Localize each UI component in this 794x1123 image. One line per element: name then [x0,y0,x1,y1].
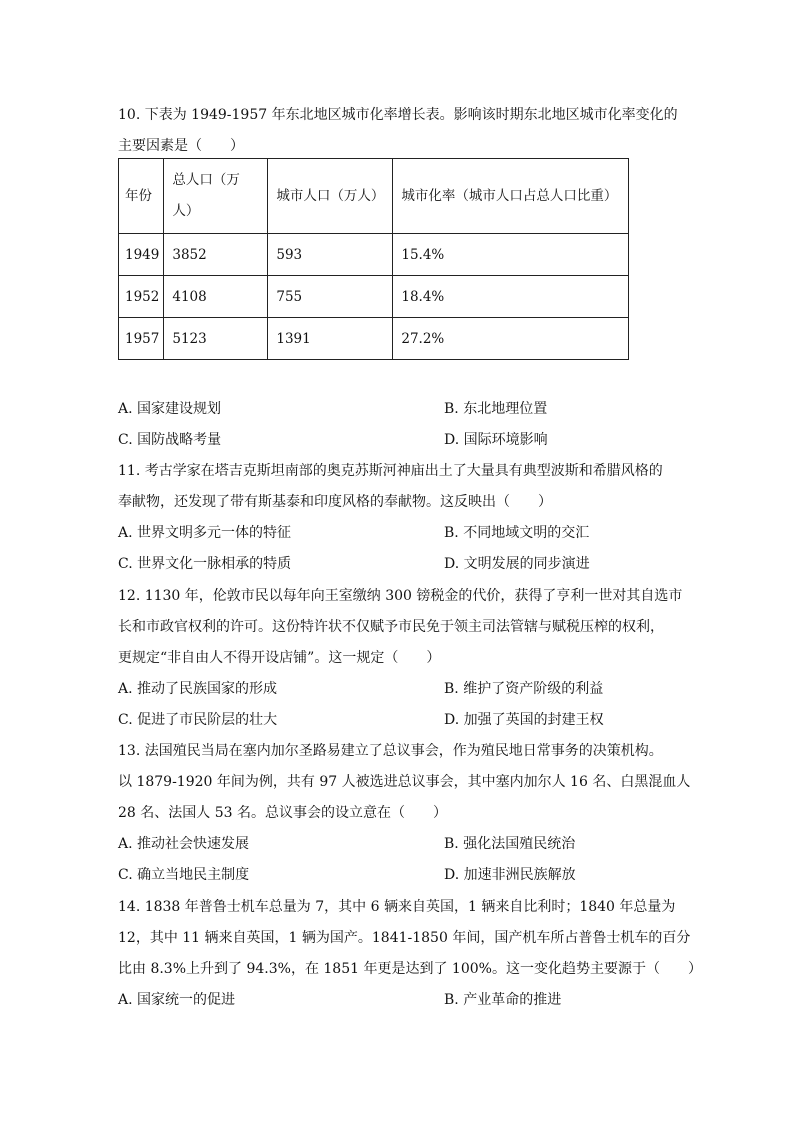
q12-stem-line1: 12. 1130 年，伦敦市民以每年向王室缴纳 300 镑税金的代价，获得了亨利一世对其自选市 [118,588,683,604]
cell-total-population: 3852 [164,234,268,276]
q10-option-b[interactable]: B. 东北地理位置 [444,401,548,417]
header-total-population: 总人口（万人） [164,159,268,234]
q12-stem-line2: 长和市政官权利的许可。这份特许状不仅赋予市民免于领主司法管辖与赋税压榨的权利， [118,619,664,635]
cell-urban-population: 1391 [268,318,393,360]
q14-stem-line1: 14. 1838 年普鲁士机车总量为 7，其中 6 辆来自英国，1 辆来自比利时；1840 年总量为 [118,899,676,915]
q10-option-c[interactable]: C. 国防战略考量 [118,432,222,448]
q12-option-a[interactable]: A. 推动了民族国家的形成 [118,681,278,697]
q10-stem-line1: 10. 下表为 1949-1957 年东北地区城市化率增长表。影响该时期东北地区城市化率变化的 [118,107,678,123]
q12-option-d[interactable]: D. 加强了英国的封建王权 [444,712,604,728]
q13-option-c[interactable]: C. 确立当地民主制度 [118,867,250,883]
q10-stem-line2: 主要因素是（ ） [118,138,244,154]
q12-option-c[interactable]: C. 促进了市民阶层的壮大 [118,712,278,728]
q11-option-a[interactable]: A. 世界文明多元一体的特征 [118,525,292,541]
q11-option-b[interactable]: B. 不同地域文明的交汇 [444,525,590,541]
cell-urban-population: 593 [268,234,393,276]
table-row [119,276,629,318]
cell-total-population: 4108 [164,276,268,318]
q13-option-a[interactable]: A. 推动社会快速发展 [118,836,250,852]
q11-option-d[interactable]: D. 文明发展的同步演进 [444,556,590,572]
urbanization-table [118,158,629,360]
cell-year: 1949 [119,234,164,276]
cell-urbanization-rate: 18.4% [393,276,629,318]
q11-stem-line1: 11. 考古学家在塔吉克斯坦南部的奥克苏斯河神庙出土了大量具有典型波斯和希腊风格的 [118,463,663,479]
header-year: 年份 [119,159,164,234]
cell-total-population: 5123 [164,318,268,360]
q13-option-d[interactable]: D. 加速非洲民族解放 [444,867,576,883]
cell-urbanization-rate: 15.4% [393,234,629,276]
q13-stem-line1: 13. 法国殖民当局在塞内加尔圣路易建立了总议事会，作为殖民地日常事务的决策机构。 [118,743,663,759]
header-urban-population: 城市人口（万人） [268,159,393,234]
q13-stem-line2: 以 1879-1920 年间为例，共有 97 人被选进总议事会，其中塞内加尔人 16 名、白黑混血人 [118,774,691,790]
q14-option-a[interactable]: A. 国家统一的促进 [118,992,236,1008]
q12-option-b[interactable]: B. 维护了资产阶级的利益 [444,681,604,697]
header-urbanization-rate: 城市化率（城市人口占总人口比重） [393,159,629,234]
q14-stem-line3: 比由 8.3%上升到了 94.3%，在 1851 年更是达到了 100%。这一变化趋势主要源于（ ） [118,961,702,977]
table-row [119,318,629,360]
q12-stem-line3: 更规定“非自由人不得开设店铺”。这一规定（ ） [118,650,441,666]
q13-stem-line3: 28 名、法国人 53 名。总议事会的设立意在（ ） [118,805,447,821]
cell-year: 1957 [119,318,164,360]
q11-stem-line2: 奉献物，还发现了带有斯基泰和印度风格的奉献物。这反映出（ ） [118,494,552,510]
table-row [119,234,629,276]
q10-option-a[interactable]: A. 国家建设规划 [118,401,222,417]
cell-urbanization-rate: 27.2% [393,318,629,360]
table-header-row [119,159,629,234]
cell-urban-population: 755 [268,276,393,318]
q10-option-d[interactable]: D. 国际环境影响 [444,432,548,448]
q13-option-b[interactable]: B. 强化法国殖民统治 [444,836,576,852]
cell-year: 1952 [119,276,164,318]
q11-option-c[interactable]: C. 世界文化一脉相承的特质 [118,556,292,572]
q14-stem-line2: 12，其中 11 辆来自英国，1 辆为国产。1841-1850 年间，国产机车所占普鲁士机车的百分 [118,930,691,946]
q14-option-b[interactable]: B. 产业革命的推进 [444,992,562,1008]
